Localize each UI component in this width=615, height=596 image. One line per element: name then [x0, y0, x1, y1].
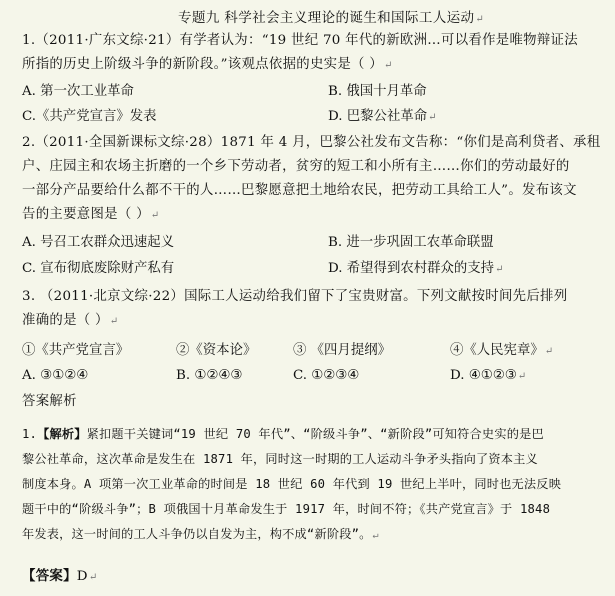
q3-doc-2: ②《资本论》	[176, 343, 257, 358]
q2-line-1: 2.（2011·全国新课标文综·28）1871 年 4 月，巴黎公社发布文告称：“你们是高利贷者、承租	[22, 135, 601, 150]
q3-option-b: B. ①②④③	[176, 368, 243, 383]
q2-line-2: 户、庄园主和农场主折磨的一个乡下劳动者，贫穷的短工和小所有主……你们的劳动最好的	[22, 159, 570, 174]
q2-option-d: D. 希望得到农村群众的支持↵	[328, 261, 504, 276]
q1-line-2: 所指的历史上阶级斗争的新阶段。”该观点依据的史实是（ ）↵	[22, 57, 393, 72]
q3-option-a: A. ③①②④	[22, 368, 89, 383]
q2-option-c: C. 宣布彻底废除财产私有	[22, 261, 175, 276]
q3-doc-1: ①《共产党宣言》	[22, 343, 130, 358]
analysis-label: 【解析】	[37, 427, 87, 441]
q2-line-3: 一部分产品要给什么都不干的人……巴黎愿意把土地给农民，把劳动工具给工人”。发布该文	[22, 183, 577, 198]
analysis-line-3: 制度本身。A 项第一次工业革命的时间是 18 世纪 60 年代到 19 世纪上半叶，同时也无法反映	[22, 477, 562, 491]
q2-option-a: A. 号召工农群众迅速起义	[22, 235, 175, 250]
q1-option-b: B. 俄国十月革命	[328, 84, 427, 99]
q3-doc-3: ③ 《四月提纲》	[293, 343, 391, 358]
analysis-line-4: 题干中的“阶级斗争”；B 项俄国十月革命发生于 1917 年，时间不符；《共产党宣言》于 1848	[22, 502, 551, 516]
analysis-line-2: 黎公社革命，这次革命是发生在 1871 年，同时这一时期的工人运动斗争矛头指向了资本主义	[22, 452, 538, 466]
analysis-line-1: 1.【解析】紧扣题干关键词“19 世纪 70 年代”、“阶级斗争”、“新阶段”可知符合史实的是巴	[22, 427, 544, 441]
analysis-line-5: 年发表，这一时间的工人斗争仍以自发为主，构不成“新阶段”。↵	[22, 527, 379, 541]
answer-line: 【答案】D↵	[22, 568, 98, 584]
answers-heading: 答案解析	[22, 394, 77, 409]
q1-line-1: 1.（2011·广东文综·21）有学者认为：“19 世纪 70 年代的新欧洲…可以看作是唯物辩证法	[22, 33, 578, 48]
q2-line-4: 告的主要意图是（ ）↵	[22, 207, 160, 222]
q1-option-a: A. 第一次工业革命	[22, 84, 134, 99]
answer-label: 【答案】	[22, 568, 77, 584]
q1-option-c: C.《共产党宣言》发表	[22, 109, 157, 124]
answer-value: D	[76, 569, 88, 584]
q1-option-d: D. 巴黎公社革命↵	[328, 109, 437, 124]
q3-line-2: 准确的是（ ）↵	[22, 313, 119, 328]
document-title: 专题九 科学社会主义理论的诞生和国际工人运动↵	[178, 10, 485, 26]
q2-option-b: B. 进一步巩固工农革命联盟	[328, 235, 494, 250]
q3-option-d: D. ④①②③↵	[450, 368, 527, 383]
q3-line-1: 3. （2011·北京文综·22）国际工人运动给我们留下了宝贵财富。下列文献按时间先后排列	[22, 289, 568, 304]
q3-doc-4: ④《人民宪章》↵	[450, 343, 554, 358]
q3-option-c: C. ①②③④	[293, 368, 360, 383]
